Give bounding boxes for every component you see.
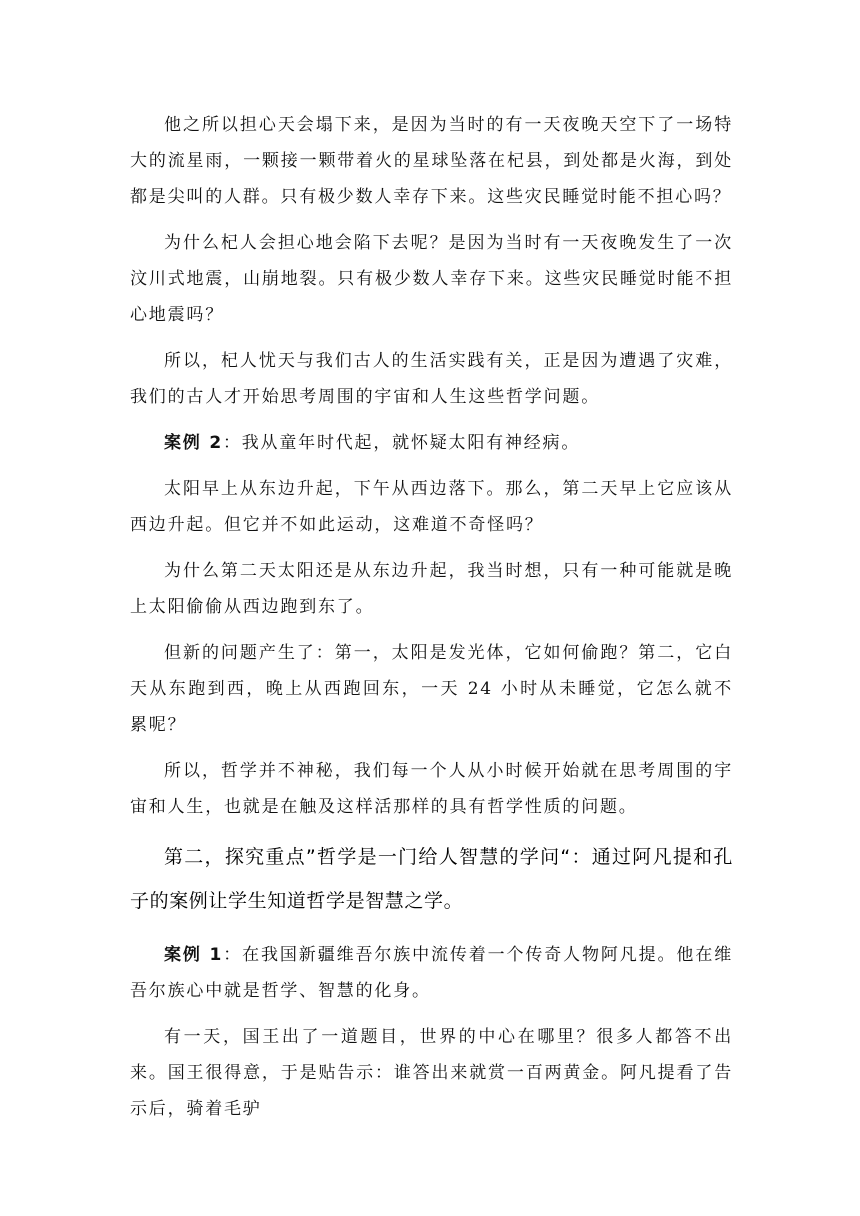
- paragraph-case-1: [130, 937, 733, 1009]
- case-1-text: ：在我国新疆维吾尔族中流传着一个传奇人物阿凡提。他在维吾尔族心中就是哲学、智慧的化身。: [130, 945, 733, 1001]
- document-body: [130, 107, 733, 1137]
- section-heading: 第二，探究重点”哲学是一门给人智慧的学问“：通过阿凡提和孔子的案例让学生知道哲学是智慧之学。: [130, 846, 733, 912]
- paragraph-philosophy-not-mysterious: 所以，哲学并不神秘，我们每一个人从小时候开始就在思考周围的宇宙和人生，也就是在触及这样活那样的具有哲学性质的问题。: [130, 761, 733, 817]
- case-1-label: 案例 1: [164, 945, 224, 965]
- paragraph-earthquake: 为什么杞人会担心地会陷下去呢？是因为当时有一天夜晚发生了一次汶川式地震，山崩地裂。只有极少数人幸存下来。这些灾民睡觉时能不担心地震吗？: [130, 233, 733, 325]
- case-2-text: ：我从童年时代起，就怀疑太阳有神经病。: [222, 433, 581, 453]
- paragraph-meteor: 他之所以担心天会塌下来，是因为当时的有一天夜晚天空下了一场特大的流星雨，一颗接一颗带着火的星球坠落在杞县，到处都是火海，到处都是尖叫的人群。只有极少数人幸存下来。这些灾民睡觉时能不担心吗？: [130, 115, 733, 207]
- paragraph-conclusion-qi: 所以，杞人忧天与我们古人的生活实践有关，正是因为遭遇了灾难，我们的古人才开始思考周围的宇宙和人生这些哲学问题。: [130, 351, 733, 407]
- paragraph-king-question: 有一天，国王出了一道题目，世界的中心在哪里？很多人都答不出来。国王很得意，于是贴告示：谁答出来就赏一百两黄金。阿凡提看了告示后，骑着毛驴: [130, 1027, 733, 1119]
- paragraph-new-question: 但新的问题产生了：第一，太阳是发光体，它如何偷跑？第二，它白天从东跑到西，晚上从西跑回东，一天 24 小时从未睡觉，它怎么就不累呢？: [130, 643, 733, 735]
- case-2-label: 案例 2: [164, 433, 223, 453]
- paragraph-sun-night: 为什么第二天太阳还是从东边升起，我当时想，只有一种可能就是晚上太阳偷偷从西边跑到东了。: [130, 561, 733, 617]
- paragraph-case-2: [130, 425, 733, 461]
- paragraph-sun-rise: 太阳早上从东边升起，下午从西边落下。那么，第二天早上它应该从西边升起。但它并不如此运动，这难道不奇怪吗？: [130, 479, 733, 535]
